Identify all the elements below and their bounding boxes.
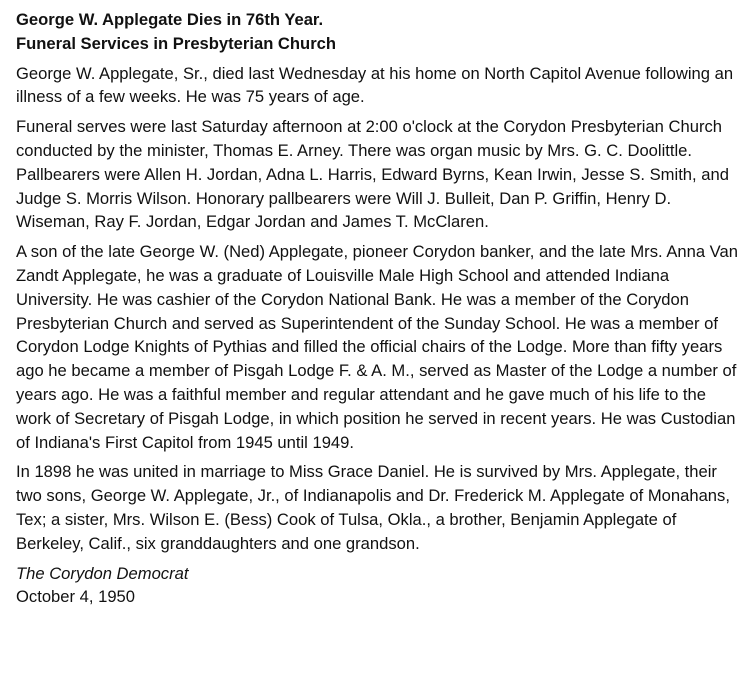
publication-name: The Corydon Democrat	[16, 563, 189, 583]
headline-line-1: George W. Applegate Dies in 76th Year.	[16, 10, 324, 29]
publication-date: October 4, 1950	[16, 587, 136, 607]
paragraph-survivors: In 1898 he was united in marriage to Miss Grace Daniel. He is survived by Mrs. Applegate, their two sons, George W. Applegate, Jr., of Indianapolis and Dr. Frederick M. Applegate of Monahans, Tex; a sister, Mrs. Wilson E. (Bess) Cook of Tulsa, Okla., a brother, Benjamin Applegate of Berkeley, Calif., six granddaughters and one grandson.	[16, 462, 730, 553]
headline-line-2: Funeral Services in Presbyterian Church	[16, 33, 337, 53]
source-citation	[16, 562, 742, 610]
paragraph-funeral-services: Funeral serves were last Saturday afternoon at 2:00 o'clock at the Corydon Presbyterian Church conducted by the minister, Thomas E. Arney. There was organ music by Mrs. G. C. Doolittle. Pallbearers were Allen H. Jordan, Adna L. Harris, Edward Byrns, Kean Irwin, Jesse S. Smith, and Judge S. Morris Wilson. Honorary pallbearers were Will J. Bulleit, Dan P. Griffin, Henry D. Wiseman, Ray F. Jordan, Edgar Jordan and James T. McClaren.	[16, 117, 729, 232]
paragraph-biography: A son of the late George W. (Ned) Applegate, pioneer Corydon banker, and the late Mrs. Anna Van Zandt Applegate, he was a graduate of Louisville Male High School and attended Indiana University. He was cashier of the Corydon National Bank. He was a member of the Corydon Presbyterian Church and served as Superintendent of the Sunday School. He was a member of Corydon Lodge Knights of Pythias and filled the official chairs of the Lodge. More than fifty years ago he became a member of Pisgah Lodge F. & A. M., served as Master of the Lodge a number of years ago. He was a faithful member and regular attendant and he gave much of his life to the work of Secretary of Pisgah Lodge, in which position he served in recent years. He was Custodian of Indiana's First Capitol from 1945 until 1949.	[16, 242, 738, 452]
headline	[16, 8, 742, 56]
paragraph-death-notice: George W. Applegate, Sr., died last Wednesday at his home on North Capitol Avenue following an illness of a few weeks. He was 75 years of age.	[16, 63, 734, 107]
